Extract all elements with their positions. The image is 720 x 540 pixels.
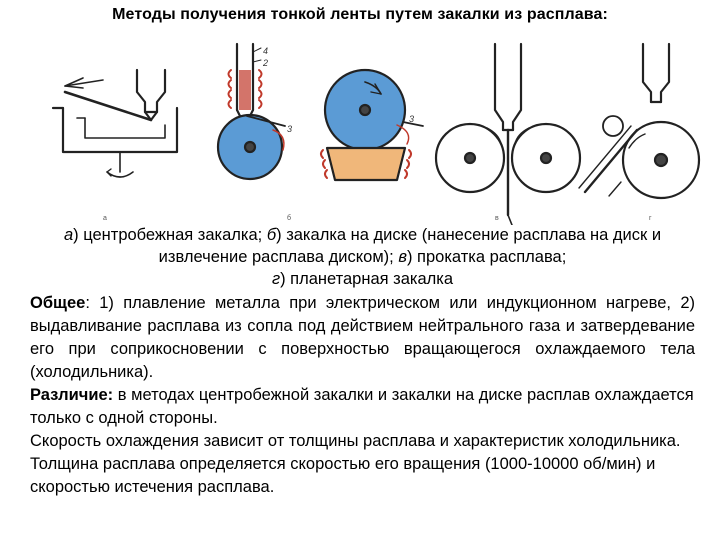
caption-text-g: ) планетарная закалка (280, 270, 454, 288)
common-paragraph (30, 292, 695, 384)
panel-b-disc (218, 44, 285, 179)
sublabel-b: б (287, 215, 292, 222)
caption-text-v: ) прокатка расплава; (406, 248, 567, 266)
caption-text-b: ) закалка на диске (нанесение расплава на диск и извлечение расплава диском); (158, 226, 662, 266)
slide-title: Методы получения тонкой ленты путем закалки из расплава: (112, 6, 608, 23)
difference-paragraph (30, 384, 695, 430)
caption-letter-v: в (398, 248, 407, 266)
caption-text-a: ) центробежная закалка; (73, 226, 267, 244)
figure-caption (30, 224, 695, 290)
panel-v-rolling (436, 44, 580, 225)
caption-letter-b: б (266, 226, 277, 244)
callout-2: 2 (263, 58, 269, 68)
caption-letter-g: г (271, 270, 281, 288)
panel-a-centrifugal (53, 70, 177, 177)
speed-paragraph: Скорость охлаждения зависит от толщины расплава и характеристик холодильника. Толщина расплава определяется скоростью его вращения (1000-10000 об/мин) и скоростью истечения расплава. (30, 432, 681, 496)
sublabel-a: а (103, 215, 107, 222)
common-label: Общее (30, 294, 86, 312)
caption-letter-a: а (63, 226, 74, 244)
quenching-methods-figure (25, 30, 705, 225)
callout-3-bath: 3 (409, 114, 415, 124)
body-text (30, 292, 695, 499)
panel-g-planetary (579, 44, 699, 198)
sublabel-g: г (649, 215, 652, 222)
callout-4: 4 (263, 46, 269, 56)
difference-text: в методах центробежной закалки и закалки на диске расплав охлаждается только с одной стороны. (30, 386, 694, 427)
sublabel-v: в (495, 215, 499, 222)
panel-b-disc-bath (321, 70, 423, 180)
difference-label: Различие: (30, 386, 114, 404)
callout-3-disc: 3 (287, 124, 293, 134)
common-text: : 1) плавление металла при электрическом или индукционном нагреве, 2) выдавливание расплава из сопла под действием нейтрального газа и затвердевание его при соприкосновении с поверхностью вращающегося охлаждаемого тела (холодильника). (30, 294, 695, 381)
